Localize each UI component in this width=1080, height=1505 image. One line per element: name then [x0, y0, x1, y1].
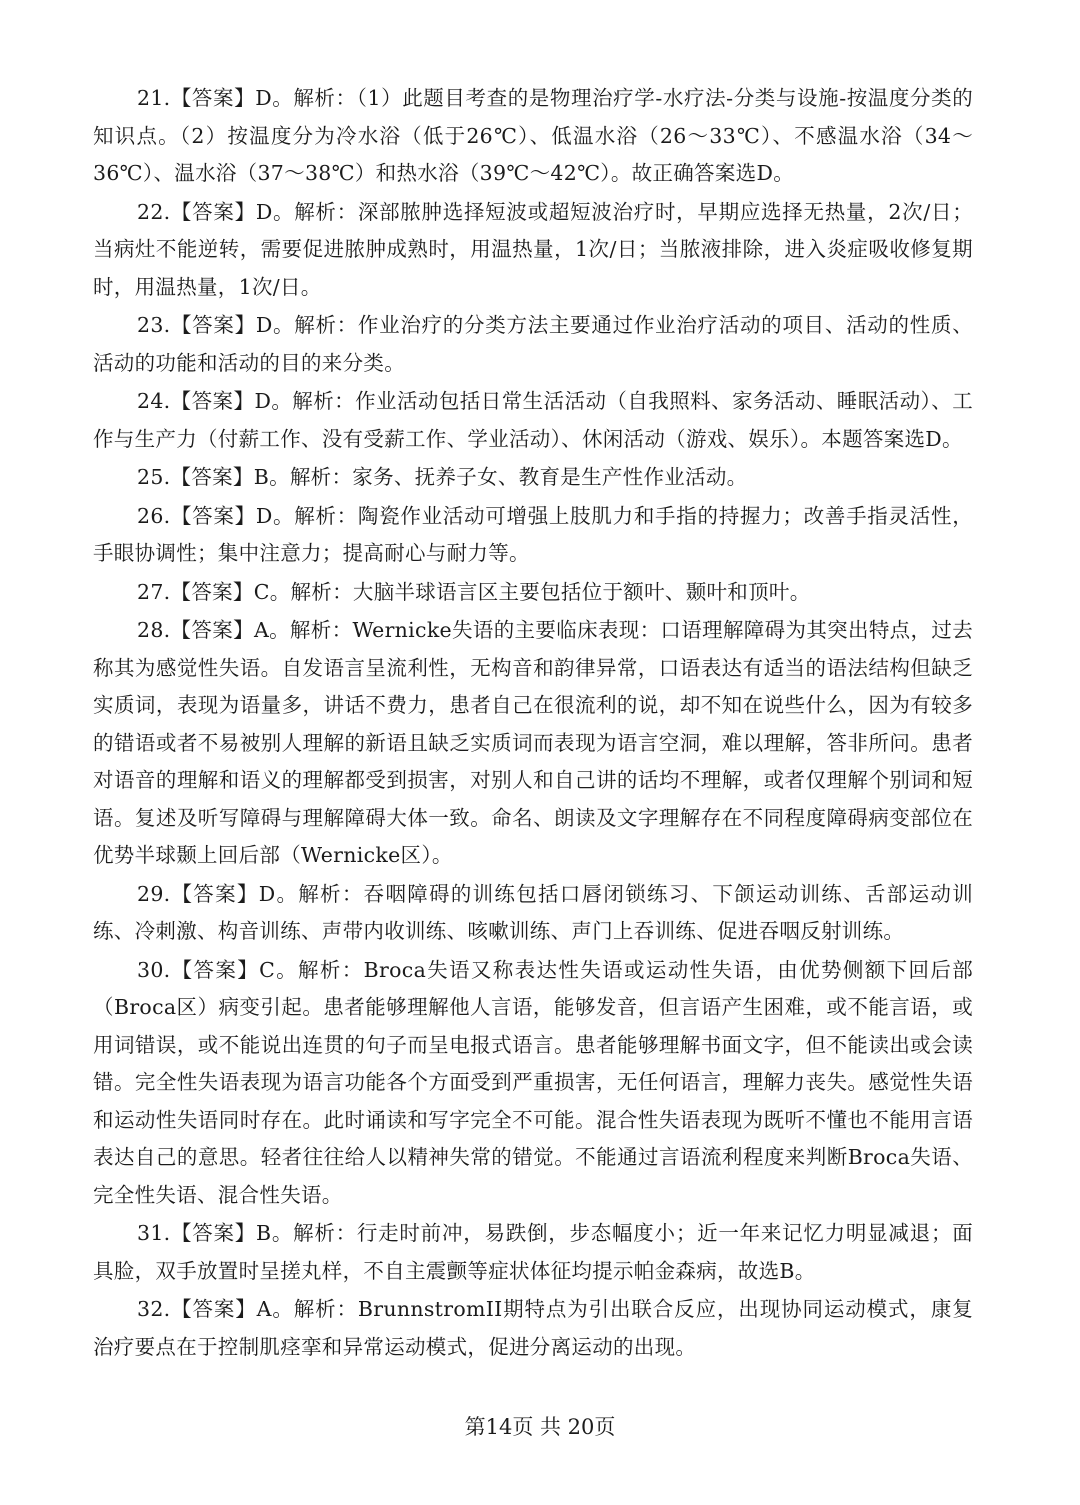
item-text: C。解析：Broca失语又称表达性失语或运动性失语，由优势侧额下回后部（Broca区）病变引起。患者能够理解他人言语，能够发音，但言语产生困难，或不能言语，或用词错误，或不能说出连贯的句子而呈电报式语言。患者能够理解书面文字，但不能读出或会读错。完全性失语表现为语言功能各个方面受到严重损害，无任何语言，理解力丧失。感觉性失语和运动性失语同时存在。此时诵读和写字完全不可能。混合性失语表现为既听不懂也不能用言语表达自己的意思。轻者往往给人以精神失常的错觉。不能通过言语流利程度来判断Broca失语、完全性失语、混合性失语。: [93, 957, 974, 1207]
item-number: 30.: [137, 957, 171, 982]
answer-tag: 【答案】: [170, 313, 256, 337]
answer-item-26: [93, 498, 973, 573]
answer-item-31: [93, 1215, 973, 1290]
item-text: A。解析：BrunnstromII期特点为引出联合反应，出现协同运动模式，康复治疗要点在于控制肌痉挛和异常运动模式，促进分离运动的出现。: [93, 1297, 973, 1359]
item-number: 25.: [137, 465, 171, 489]
item-text: D。解析：吞咽障碍的训练包括口唇闭锁练习、下颌运动训练、舌部运动训练、冷刺激、构音训练、声带内收训练、咳嗽训练、声门上吞训练、促进吞咽反射训练。: [93, 881, 973, 943]
item-number: 29.: [137, 881, 171, 906]
answer-tag: 【答案】: [170, 199, 256, 224]
answer-item-27: [93, 574, 973, 612]
answer-item-23: [93, 307, 973, 382]
answer-explanations: [93, 80, 973, 1366]
answer-tag: 【答案】: [170, 881, 259, 906]
item-number: 24.: [137, 389, 171, 413]
answer-tag: 【答案】: [170, 618, 254, 642]
answer-tag: 【答案】: [170, 1297, 257, 1321]
answer-item-29: [93, 876, 973, 951]
answer-item-21: [93, 80, 973, 193]
answer-tag: 【答案】: [170, 503, 256, 528]
item-text: D。解析：陶瓷作业活动可增强上肢肌力和手指的持握力；改善手指灵活性，手眼协调性；集中注意力；提高耐心与耐力等。: [93, 503, 973, 565]
answer-tag: 【答案】: [170, 389, 255, 413]
answer-tag: 【答案】: [170, 86, 256, 110]
answer-item-25: [93, 459, 973, 497]
page-footer: [0, 1412, 1080, 1442]
answer-item-30: [93, 952, 973, 1215]
item-text: C。解析：大脑半球语言区主要包括位于额叶、颞叶和顶叶。: [253, 579, 811, 604]
answer-item-32: [93, 1291, 973, 1366]
item-number: 21.: [137, 86, 171, 110]
answer-tag: 【答案】: [170, 1221, 257, 1245]
answer-item-28: [93, 612, 973, 875]
item-text: D。解析：（1）此题目考查的是物理治疗学-水疗法-分类与设施-按温度分类的知识点。（2）按温度分为冷水浴（低于26℃）、低温水浴（26～33℃）、不感温水浴（34～36℃）、温水浴（37～38℃）和热水浴（39℃～42℃）。故正确答案选D。: [93, 86, 973, 185]
page-number: 第14页 共 20页: [464, 1415, 616, 1439]
answer-tag: 【答案】: [170, 579, 254, 604]
item-number: 22.: [137, 199, 171, 224]
item-text: B。解析：家务、抚养子女、教育是生产性作业活动。: [253, 465, 748, 489]
answer-item-24: [93, 383, 973, 458]
item-number: 31.: [137, 1221, 171, 1245]
item-number: 26.: [137, 503, 171, 528]
answer-tag: 【答案】: [170, 465, 254, 489]
item-text: D。解析：作业治疗的分类方法主要通过作业治疗活动的项目、活动的性质、活动的功能和活动的目的来分类。: [93, 313, 973, 375]
item-number: 23.: [137, 313, 171, 337]
item-number: 28.: [137, 618, 171, 642]
answer-item-22: [93, 194, 973, 307]
item-text: B。解析：行走时前冲，易跌倒，步态幅度小；近一年来记忆力明显减退；面具脸，双手放置时呈搓丸样，不自主震颤等症状体征均提示帕金森病，故选B。: [93, 1221, 974, 1283]
item-number: 27.: [137, 579, 171, 604]
answer-tag: 【答案】: [170, 957, 260, 982]
item-text: A。解析：Wernicke失语的主要临床表现：口语理解障碍为其突出特点，过去称其为感觉性失语。自发语言呈流利性，无构音和韵律异常，口语表达有适当的语法结构但缺乏实质词，表现为语量多，讲话不费力，患者自己在很流利的说，却不知在说些什么，因为有较多的错语或者不易被别人理解的新语且缺乏实质词而表现为语言空洞，难以理解，答非所问。患者对语音的理解和语义的理解都受到损害，对别人和自己讲的话均不理解，或者仅理解个别词和短语。复述及听写障碍与理解障碍大体一致。命名、朗读及文字理解存在不同程度障碍病变部位在优势半球颞上回后部（Wernicke区）。: [93, 618, 974, 867]
item-text: D。解析：深部脓肿选择短波或超短波治疗时，早期应选择无热量，2次/日；当病灶不能逆转，需要促进脓肿成熟时，用温热量，1次/日；当脓液排除，进入炎症吸收修复期时，用温热量，1次/日。: [93, 199, 974, 299]
item-text: D。解析：作业活动包括日常生活活动（自我照料、家务活动、睡眠活动）、工作与生产力（付薪工作、没有受薪工作、学业活动）、休闲活动（游戏、娱乐）。本题答案选D。: [93, 389, 973, 451]
item-number: 32.: [137, 1297, 171, 1321]
